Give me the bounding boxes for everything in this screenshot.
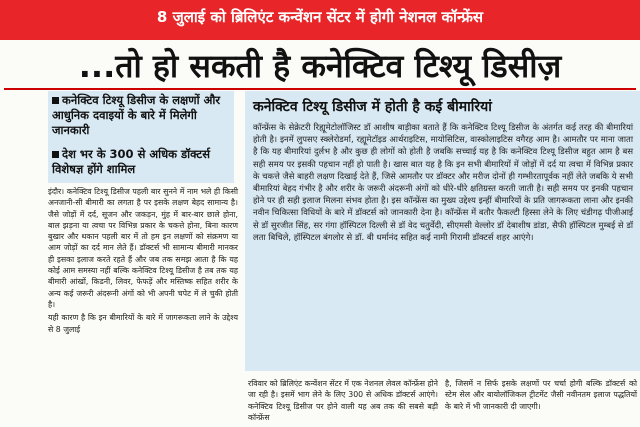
article-column-2: रविवार को ब्रिलिएंट कन्वेंशन सेंटर में एक नेशनल लेवल कॉन्फ्रेंस होने जा रही है। इसमें भाग लेने के लिए 300 से अधिक डॉक्टर्स आएंगे। कनेक्टिव टिश्यू डिसीज पर होने वाली यह अब तक की सबसे बड़ी कॉन्फ्रेंस bbox=[248, 379, 438, 422]
highlight-heading-2-text: देश भर के 300 से अधिक डॉक्टर्स विशेषज्ञ होंगे शामिल bbox=[52, 147, 210, 176]
highlight-heading-1 bbox=[52, 93, 232, 138]
article-column-3: है, जिसमें न सिर्फ इसके लक्षणों पर चर्चा होगी बल्कि डॉक्टर्स को स्टेम सेल और बायोलॉजिकल ट्रीटमेंट जैसी नवीनतम इलाज पद्धतियों के बारे में भी जानकारी दी जाएगी। bbox=[445, 379, 637, 411]
highlight-box-left bbox=[48, 91, 234, 183]
bullet-square-icon bbox=[52, 97, 59, 104]
sidebar-box-right bbox=[245, 91, 640, 371]
top-banner: 8 जुलाई को ब्रिलिएंट कन्वेंशन सेंटर में होगी नेशनल कॉन्फ्रेंस bbox=[0, 0, 640, 40]
article-column-1 bbox=[48, 186, 238, 337]
highlight-heading-2 bbox=[52, 147, 232, 177]
highlight-heading-1-text: कनेक्टिव टिश्यू डिसीज के लक्षणों और आधुनिक दवाइयों के बारे में मिलेगी जानकारी bbox=[52, 93, 221, 137]
headline: ...तो हो सकती है कनेक्टिव टिश्यू डिसीज़ bbox=[78, 47, 562, 85]
bullet-square-icon bbox=[52, 151, 59, 158]
article-paragraph: इंदौर। कनेक्टिव टिश्यू डिसीज पहली बार सुनने में नाम भले ही किसी अनजानी-सी बीमारी का लगता है पर इसके लक्षण बेहद सामान्य है। जैसे जोड़ों में दर्द, सूजन और जकड़न, मुंह में बार-बार छाले होना, बाल झड़ना या त्वचा पर विभिन्न प्रकार के चकत्ते होना, बिना कारण बुखार और थकान पहली बार में तो हम इन लक्षणों को संक्रमण या आम जोड़ों का दर्द मान लेते हैं। डॉक्टर्स भी सामान्य बीमारी मानकर ही इसका इलाज करते रहते हैं और जब तक समझ आता है कि यह कोई आम समस्या नहीं बल्कि कनेक्टिव टिश्यू डिसीज है तब तक यह बीमारी आंखों, किडनी, लिवर, फेफड़ें और मस्तिष्क सहित शरीर के अन्य कई जरूरी अंदरूनी अंगों को भी अपनी चपेट में ले चुकी होती है। bbox=[48, 187, 238, 309]
divider-rule bbox=[4, 88, 636, 90]
article-paragraph: यही कारण है कि इन बीमारियों के बारे में जागरूकता लाने के उद्देश्य से 8 जुलाई bbox=[48, 313, 238, 334]
sidebar-heading: कनेक्टिव टिश्यू डिसीज में होती है कई बीमारियां bbox=[253, 99, 492, 115]
sidebar-body: कॉन्फ्रेंस के सेक्रेटरी रिह्यूमेटोलॉजिस्ट डॉ आशीष बाड़ीका बताते हैं कि कनेक्टिव टिश्यू डिसीज के अंतर्गत कई तरह की बीमारियां होती है। इनमें लुपसए स्क्लेरोडर्मा, रह्यूमेटॉइड आर्थराइटिस, मायोसिटिस, वास्कोलाइटिस वगैरह आम है। आमतौर पर माना जाता है कि यह बीमारियां दुर्लभ है और कुछ ही लोगों को होती है जबकि सच्चाई यह है कि कनेक्टिव टिश्यू डिसीज बहुत आम है बस सही समय पर इसकी पहचान नहीं हो पाती है। खास बात यह है कि इन सभी बीमारियों में जोड़ों में दर्द या त्वचा में विभिन्न प्रकार के चकत्ते जैसे बाहरी लक्षण दिखाई देते हैं, जिसे आमतौर पर डॉक्टर और मरीज दोनों ही गम्भीरतापूर्वक नहीं लेते जबकि ये सभी बीमारियां बेहद गंभीर है और शरीर के जरूरी अंदरूनी अंगों को धीरे-धीरे क्षतिग्रस्त करती जाती है। सही समय पर इनकी पहचान होने पर ही सही इलाज मिलना संभव होता है। इस कॉन्फ्रेंस का मुख्य उद्देश्य इन्हीं बीमारियों के प्रति जागरूकता लाना और इनकी नवीन चिकित्सा विधियों के बारे में डॉक्टर्स को जानकारी देना है। कॉन्फ्रेंस में बतौर फैकल्टी हिस्सा लेने के लिए चंडीगढ़ पीजीआई से डॉ सुरजीत सिंह, सर गंगा हॉस्पिटल दिल्ली से डॉ वेद चतुर्वेदी, सीएमसी वेल्लोर डॉ देबाशीष डांडा, सैफी हॉस्पिटल मुम्बई से डॉ लता बिचिले, हॉस्पिटल बंगलोर से डॉ. बी धर्मानंद सहित कई नामी गिरामी डॉक्टर्स शहर आएंगे। bbox=[253, 122, 633, 242]
